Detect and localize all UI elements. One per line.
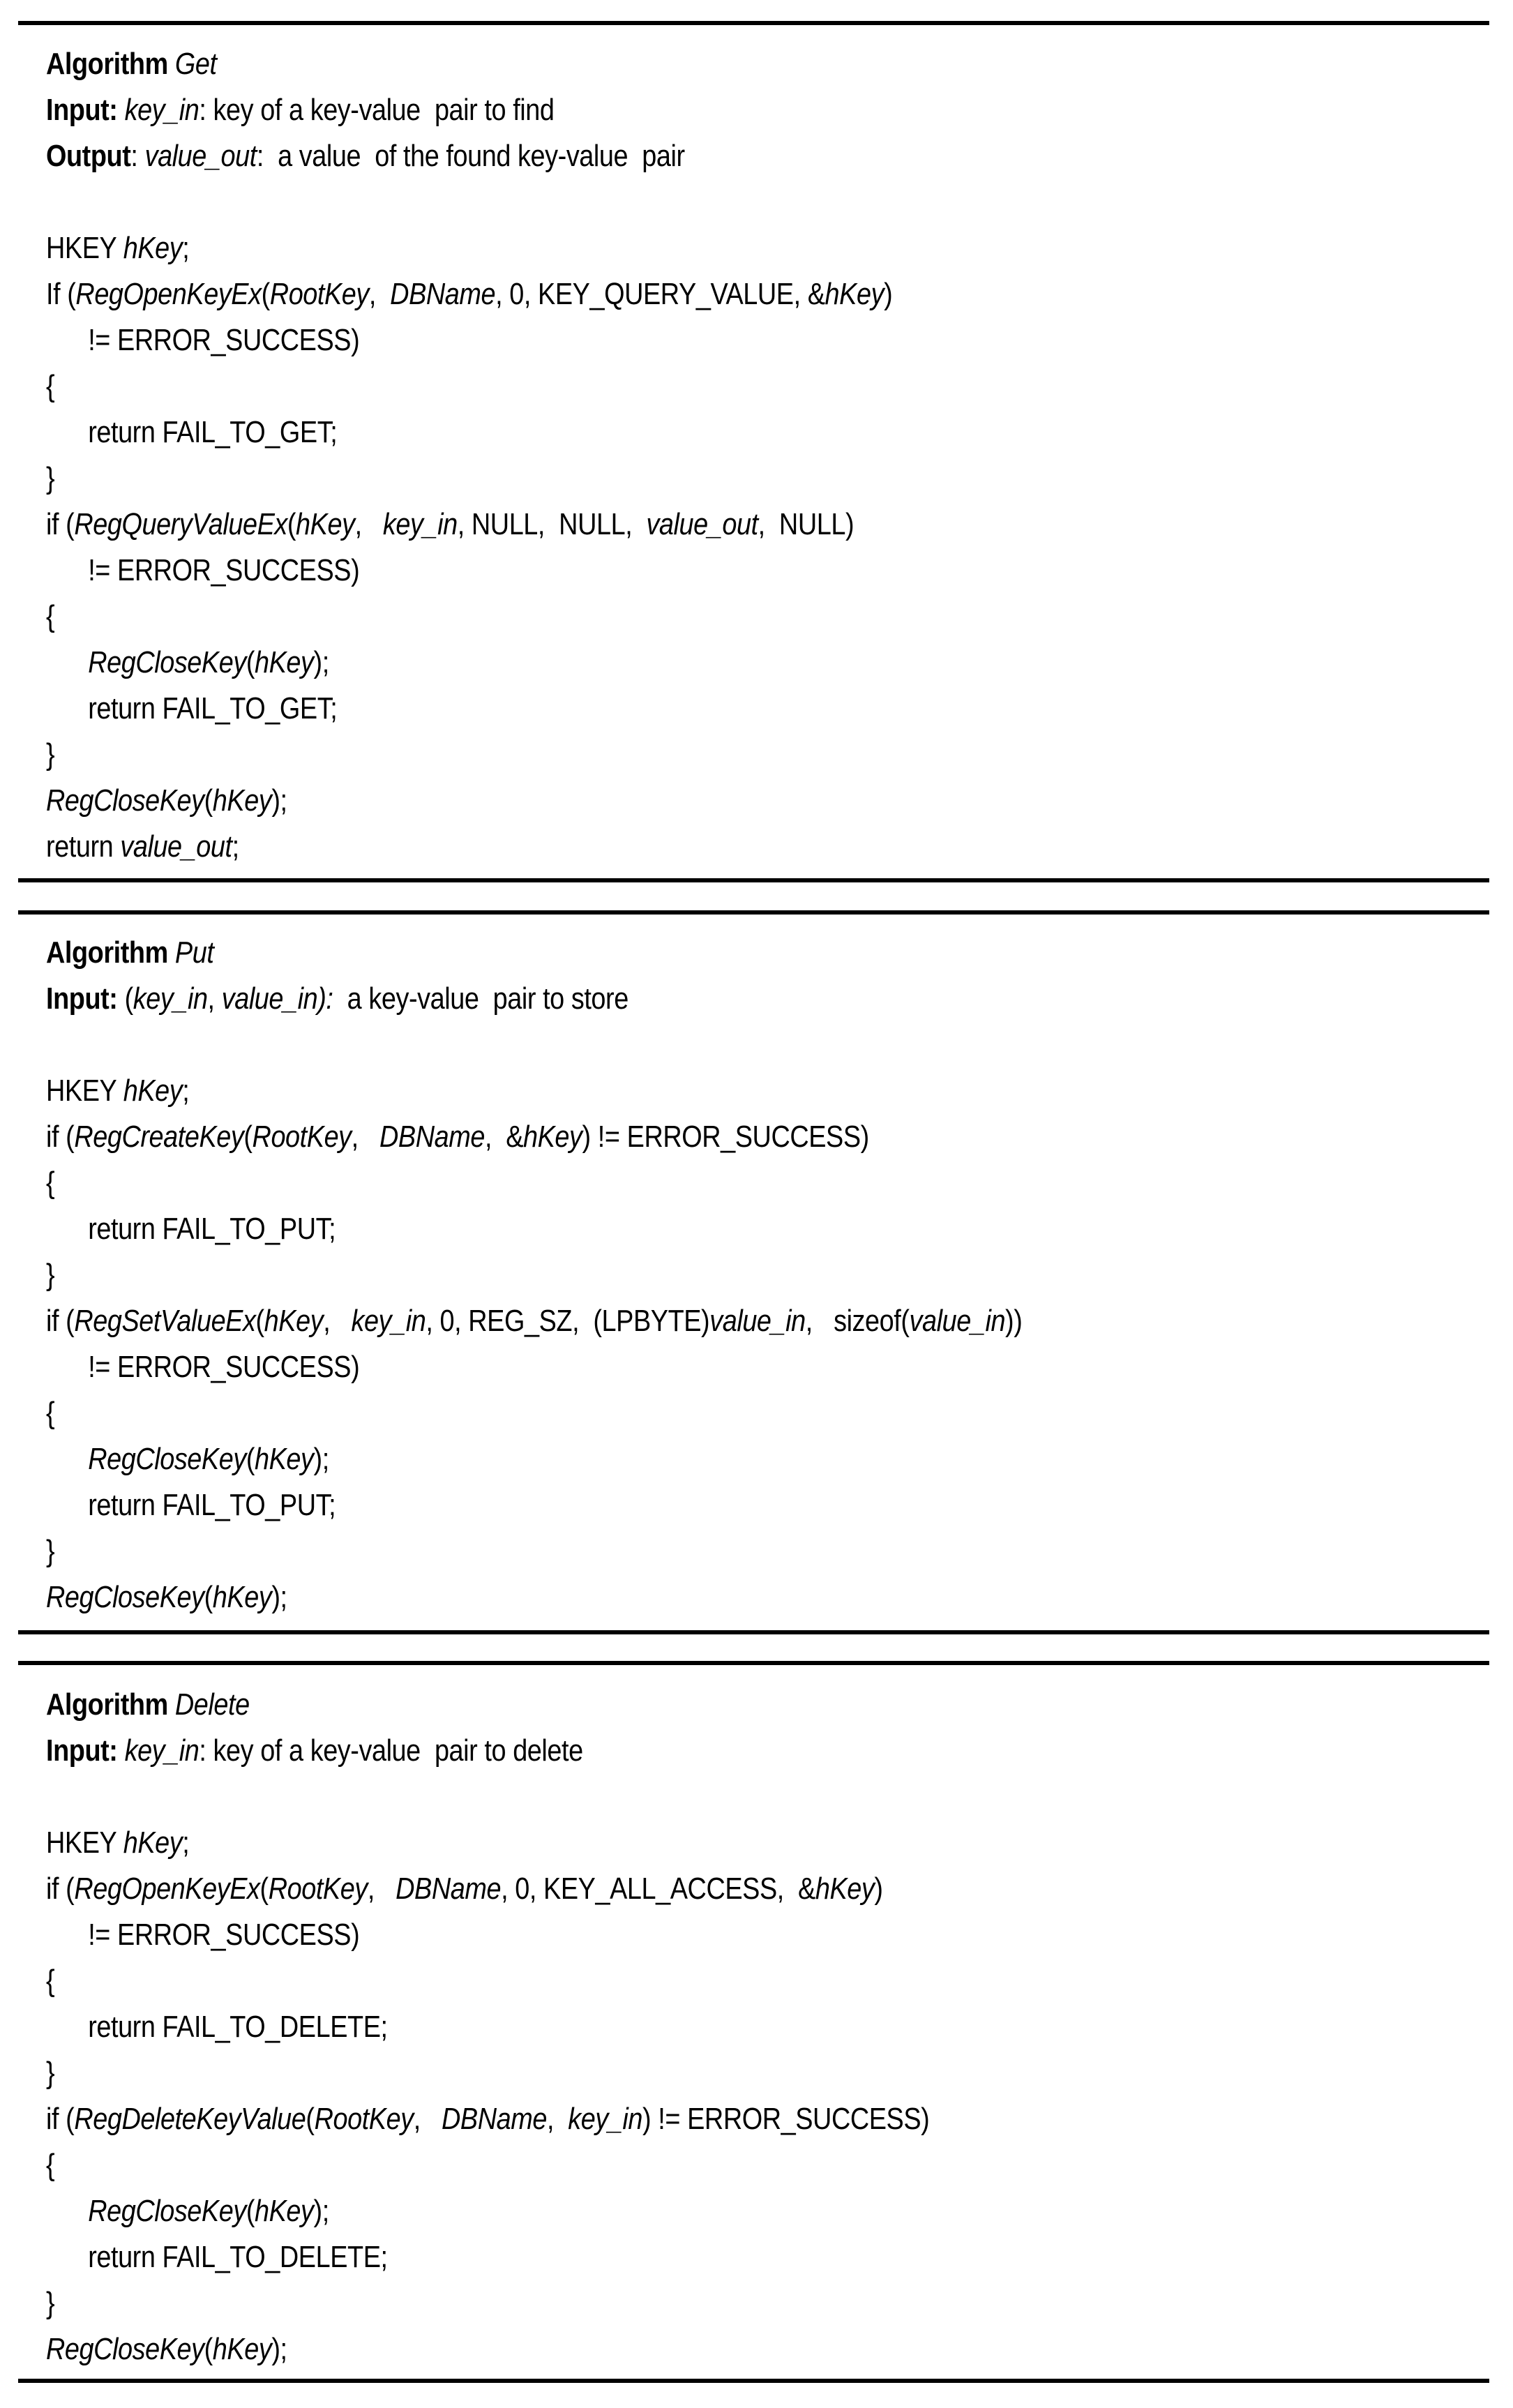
- code-token: ,: [367, 1872, 396, 1906]
- code-token: hKey: [123, 1826, 183, 1860]
- code-token: RootKey: [269, 277, 369, 311]
- code-line: [46, 1774, 1282, 1820]
- code-token: );: [313, 2194, 329, 2228]
- code-token: != ERROR_SUCCESS): [88, 1918, 360, 1952]
- code-line: [46, 1160, 1282, 1206]
- code-token: hKey: [123, 231, 183, 265]
- code-token: value_in: [709, 1304, 806, 1338]
- code-token: Input:: [46, 93, 118, 127]
- code-token: {: [46, 369, 55, 403]
- code-token: hKey: [212, 1580, 272, 1614]
- code-line: [46, 2142, 1282, 2188]
- top-rule: [18, 21, 1489, 25]
- code-token: return FAIL_TO_GET;: [88, 415, 338, 449]
- code-line: [46, 1022, 1282, 1068]
- code-token: (: [204, 783, 213, 818]
- code-token: }: [46, 2286, 55, 2320]
- code-token: ):: [317, 981, 333, 1016]
- code-token: (: [287, 507, 296, 541]
- code-token: If (: [46, 277, 76, 311]
- code-token: key_in: [133, 981, 208, 1016]
- code-token: Algorithm: [46, 47, 168, 81]
- code-token: Get: [174, 47, 217, 81]
- code-token: value_in: [909, 1304, 1006, 1338]
- code-line: [46, 409, 1282, 456]
- delete-bottom-rule: [18, 2379, 1489, 2383]
- code-line: [46, 976, 1282, 1022]
- code-line: [46, 778, 1282, 824]
- code-line: [46, 2050, 1282, 2096]
- code-token: Output: [46, 139, 131, 173]
- code-token: a key-value pair to store: [333, 981, 628, 1016]
- code-token: key_in: [351, 1304, 426, 1338]
- code-token: , 0, KEY_ALL_ACCESS, &: [501, 1872, 815, 1906]
- code-line: [46, 1958, 1282, 2004]
- code-token: ;: [182, 1074, 190, 1108]
- code-token: : key of a key-value pair to find: [199, 93, 555, 127]
- code-token: HKEY: [46, 1826, 123, 1860]
- code-token: RootKey: [268, 1872, 368, 1906]
- code-line: [46, 2280, 1282, 2326]
- code-token: ,: [351, 1120, 380, 1154]
- code-line: [46, 1298, 1282, 1344]
- code-line: [46, 1114, 1282, 1160]
- code-token: HKEY: [46, 231, 123, 265]
- code-token: Delete: [174, 1687, 250, 1722]
- code-token: RegCreateKey: [74, 1120, 244, 1154]
- code-token: Input:: [46, 981, 118, 1016]
- code-token: hKey: [825, 277, 885, 311]
- code-token: [117, 93, 124, 127]
- code-token: return FAIL_TO_DELETE;: [88, 2240, 388, 2274]
- code-line: [46, 1390, 1282, 1436]
- algorithm-delete: [46, 1682, 1483, 2372]
- code-token: : key of a key-value pair to delete: [199, 1733, 583, 1768]
- code-token: RegOpenKeyEx: [75, 277, 262, 311]
- code-token: ): [884, 277, 893, 311]
- code-token: != ERROR_SUCCESS): [88, 553, 360, 587]
- code-token: ,: [413, 2102, 442, 2136]
- code-token: RegSetValueEx: [74, 1304, 256, 1338]
- code-token: Put: [174, 935, 214, 970]
- put-bottom-rule: [18, 1630, 1489, 1634]
- code-token: {: [46, 1166, 55, 1200]
- code-line: [46, 594, 1282, 640]
- put-top-rule: [18, 910, 1489, 915]
- code-token: DBName: [390, 277, 496, 311]
- code-token: );: [313, 1442, 329, 1476]
- code-token: }: [46, 1534, 55, 1568]
- code-line: [46, 548, 1282, 594]
- code-token: value_out: [646, 507, 758, 541]
- code-token: Algorithm: [46, 1687, 168, 1722]
- code-line: [46, 179, 1282, 225]
- code-token: ,: [323, 1304, 352, 1338]
- code-token: );: [271, 1580, 287, 1614]
- code-line: [46, 1436, 1282, 1482]
- code-line: [46, 133, 1282, 179]
- code-token: );: [271, 783, 287, 818]
- code-token: [168, 1687, 175, 1722]
- code-token: RegCloseKey: [88, 645, 246, 679]
- code-token: }: [46, 1258, 55, 1292]
- code-token: , 0, REG_SZ, (LPBYTE): [426, 1304, 710, 1338]
- code-line: [46, 1482, 1282, 1528]
- code-line: [46, 1820, 1282, 1866]
- code-line: [46, 1528, 1282, 1574]
- code-token: value_out: [144, 139, 257, 173]
- code-token: , NULL): [758, 507, 855, 541]
- code-token: RootKey: [314, 2102, 414, 2136]
- code-token: HKEY: [46, 1074, 123, 1108]
- code-token: (: [243, 1120, 253, 1154]
- code-token: (: [255, 1304, 264, 1338]
- code-token: key_in: [568, 2102, 643, 2136]
- code-token: key_in: [124, 1733, 200, 1768]
- code-line: [46, 271, 1282, 317]
- code-token: RegCloseKey: [46, 783, 204, 818]
- code-token: value_in: [221, 981, 318, 1016]
- code-line: [46, 1252, 1282, 1298]
- code-token: ): [874, 1872, 883, 1906]
- code-line: [46, 1344, 1282, 1390]
- code-token: return FAIL_TO_PUT;: [88, 1212, 336, 1246]
- code-token: DBName: [396, 1872, 502, 1906]
- code-token: hKey: [255, 645, 314, 679]
- code-token: , NULL, NULL,: [457, 507, 647, 541]
- code-line: [46, 2188, 1282, 2234]
- code-token: return FAIL_TO_DELETE;: [88, 2010, 388, 2044]
- code-token: hKey: [212, 783, 272, 818]
- code-token: : a value of the found key-value pair: [256, 139, 685, 173]
- code-token: ;: [182, 231, 190, 265]
- code-line: [46, 87, 1282, 133]
- code-token: key_in: [382, 507, 458, 541]
- code-token: (: [204, 1580, 213, 1614]
- code-line: [46, 2326, 1282, 2372]
- code-token: hKey: [523, 1120, 582, 1154]
- code-token: hKey: [296, 507, 355, 541]
- code-line: [46, 2096, 1282, 2142]
- code-line: [46, 1728, 1282, 1774]
- get-bottom-rule: [18, 878, 1489, 882]
- code-token: , sizeof(: [805, 1304, 910, 1338]
- code-token: hKey: [815, 1872, 875, 1906]
- code-token: {: [46, 2148, 55, 2182]
- code-token: hKey: [255, 2194, 314, 2228]
- code-token: hKey: [212, 2332, 272, 2366]
- code-token: ,: [368, 277, 391, 311]
- code-token: hKey: [255, 1442, 314, 1476]
- algorithm-title: [46, 930, 1282, 976]
- code-token: (: [204, 2332, 213, 2366]
- code-token: RegCloseKey: [46, 1580, 204, 1614]
- code-token: }: [46, 737, 55, 772]
- code-token: if (: [46, 1872, 75, 1906]
- code-token: (: [117, 981, 133, 1016]
- code-token: != ERROR_SUCCESS): [88, 1350, 360, 1384]
- code-token: DBName: [379, 1120, 485, 1154]
- code-token: RegQueryValueEx: [74, 507, 287, 541]
- code-token: RegCloseKey: [88, 2194, 246, 2228]
- code-token: {: [46, 599, 55, 633]
- code-token: );: [313, 645, 329, 679]
- code-token: )): [1005, 1304, 1023, 1338]
- code-token: Algorithm: [46, 935, 168, 970]
- code-line: [46, 502, 1282, 548]
- code-token: [168, 47, 175, 81]
- code-token: , 0, KEY_QUERY_VALUE, &: [495, 277, 825, 311]
- code-line: [46, 2234, 1282, 2280]
- code-token: != ERROR_SUCCESS): [88, 323, 360, 357]
- code-token: (: [306, 2102, 315, 2136]
- code-token: ;: [232, 829, 239, 864]
- code-token: (: [261, 277, 270, 311]
- code-line: [46, 317, 1282, 363]
- code-line: [46, 686, 1282, 732]
- code-token: (: [259, 1872, 269, 1906]
- code-token: hKey: [264, 1304, 324, 1338]
- code-line: [46, 456, 1282, 502]
- code-token: }: [46, 461, 55, 495]
- code-token: ,: [207, 981, 222, 1016]
- code-token: if (: [46, 507, 75, 541]
- code-token: (: [246, 1442, 255, 1476]
- code-token: {: [46, 1396, 55, 1430]
- code-token: if (: [46, 1120, 75, 1154]
- code-line: [46, 1574, 1282, 1620]
- code-line: [46, 363, 1282, 409]
- code-line: [46, 1912, 1282, 1958]
- code-token: ) != ERROR_SUCCESS): [642, 2102, 930, 2136]
- code-token: return FAIL_TO_GET;: [88, 691, 338, 725]
- code-token: RegCloseKey: [46, 2332, 204, 2366]
- code-token: hKey: [123, 1074, 183, 1108]
- delete-top-rule: [18, 1661, 1489, 1665]
- code-token: :: [130, 139, 145, 173]
- code-token: [117, 1733, 124, 1768]
- code-line: [46, 1866, 1282, 1912]
- code-line: [46, 225, 1282, 271]
- code-line: [46, 2004, 1282, 2050]
- code-line: [46, 1068, 1282, 1114]
- code-token: ) != ERROR_SUCCESS): [582, 1120, 869, 1154]
- code-token: , &: [484, 1120, 524, 1154]
- code-token: RegOpenKeyEx: [74, 1872, 260, 1906]
- code-token: if (: [46, 1304, 75, 1338]
- code-token: );: [271, 2332, 287, 2366]
- code-token: key_in: [124, 93, 200, 127]
- code-token: ,: [546, 2102, 569, 2136]
- code-token: RegCloseKey: [88, 1442, 246, 1476]
- code-token: Input:: [46, 1733, 118, 1768]
- code-token: value_out: [120, 829, 232, 864]
- code-token: if (: [46, 2102, 75, 2136]
- code-token: {: [46, 1964, 55, 1998]
- code-token: return FAIL_TO_PUT;: [88, 1488, 336, 1522]
- code-line: [46, 732, 1282, 778]
- code-token: [168, 935, 175, 970]
- code-token: ,: [354, 507, 383, 541]
- code-line: [46, 1206, 1282, 1252]
- code-line: [46, 824, 1282, 870]
- code-token: RootKey: [252, 1120, 352, 1154]
- code-token: DBName: [442, 2102, 547, 2136]
- algorithm-title: [46, 1682, 1282, 1728]
- code-token: (: [246, 2194, 255, 2228]
- code-token: }: [46, 2056, 55, 2090]
- algorithm-put: [46, 930, 1483, 1620]
- code-token: return: [46, 829, 121, 864]
- code-token: RegDeleteKeyValue: [74, 2102, 306, 2136]
- code-token: (: [246, 645, 255, 679]
- code-token: ;: [182, 1826, 190, 1860]
- code-line: [46, 640, 1282, 686]
- algorithm-get: [46, 41, 1483, 870]
- algorithm-title: [46, 41, 1282, 87]
